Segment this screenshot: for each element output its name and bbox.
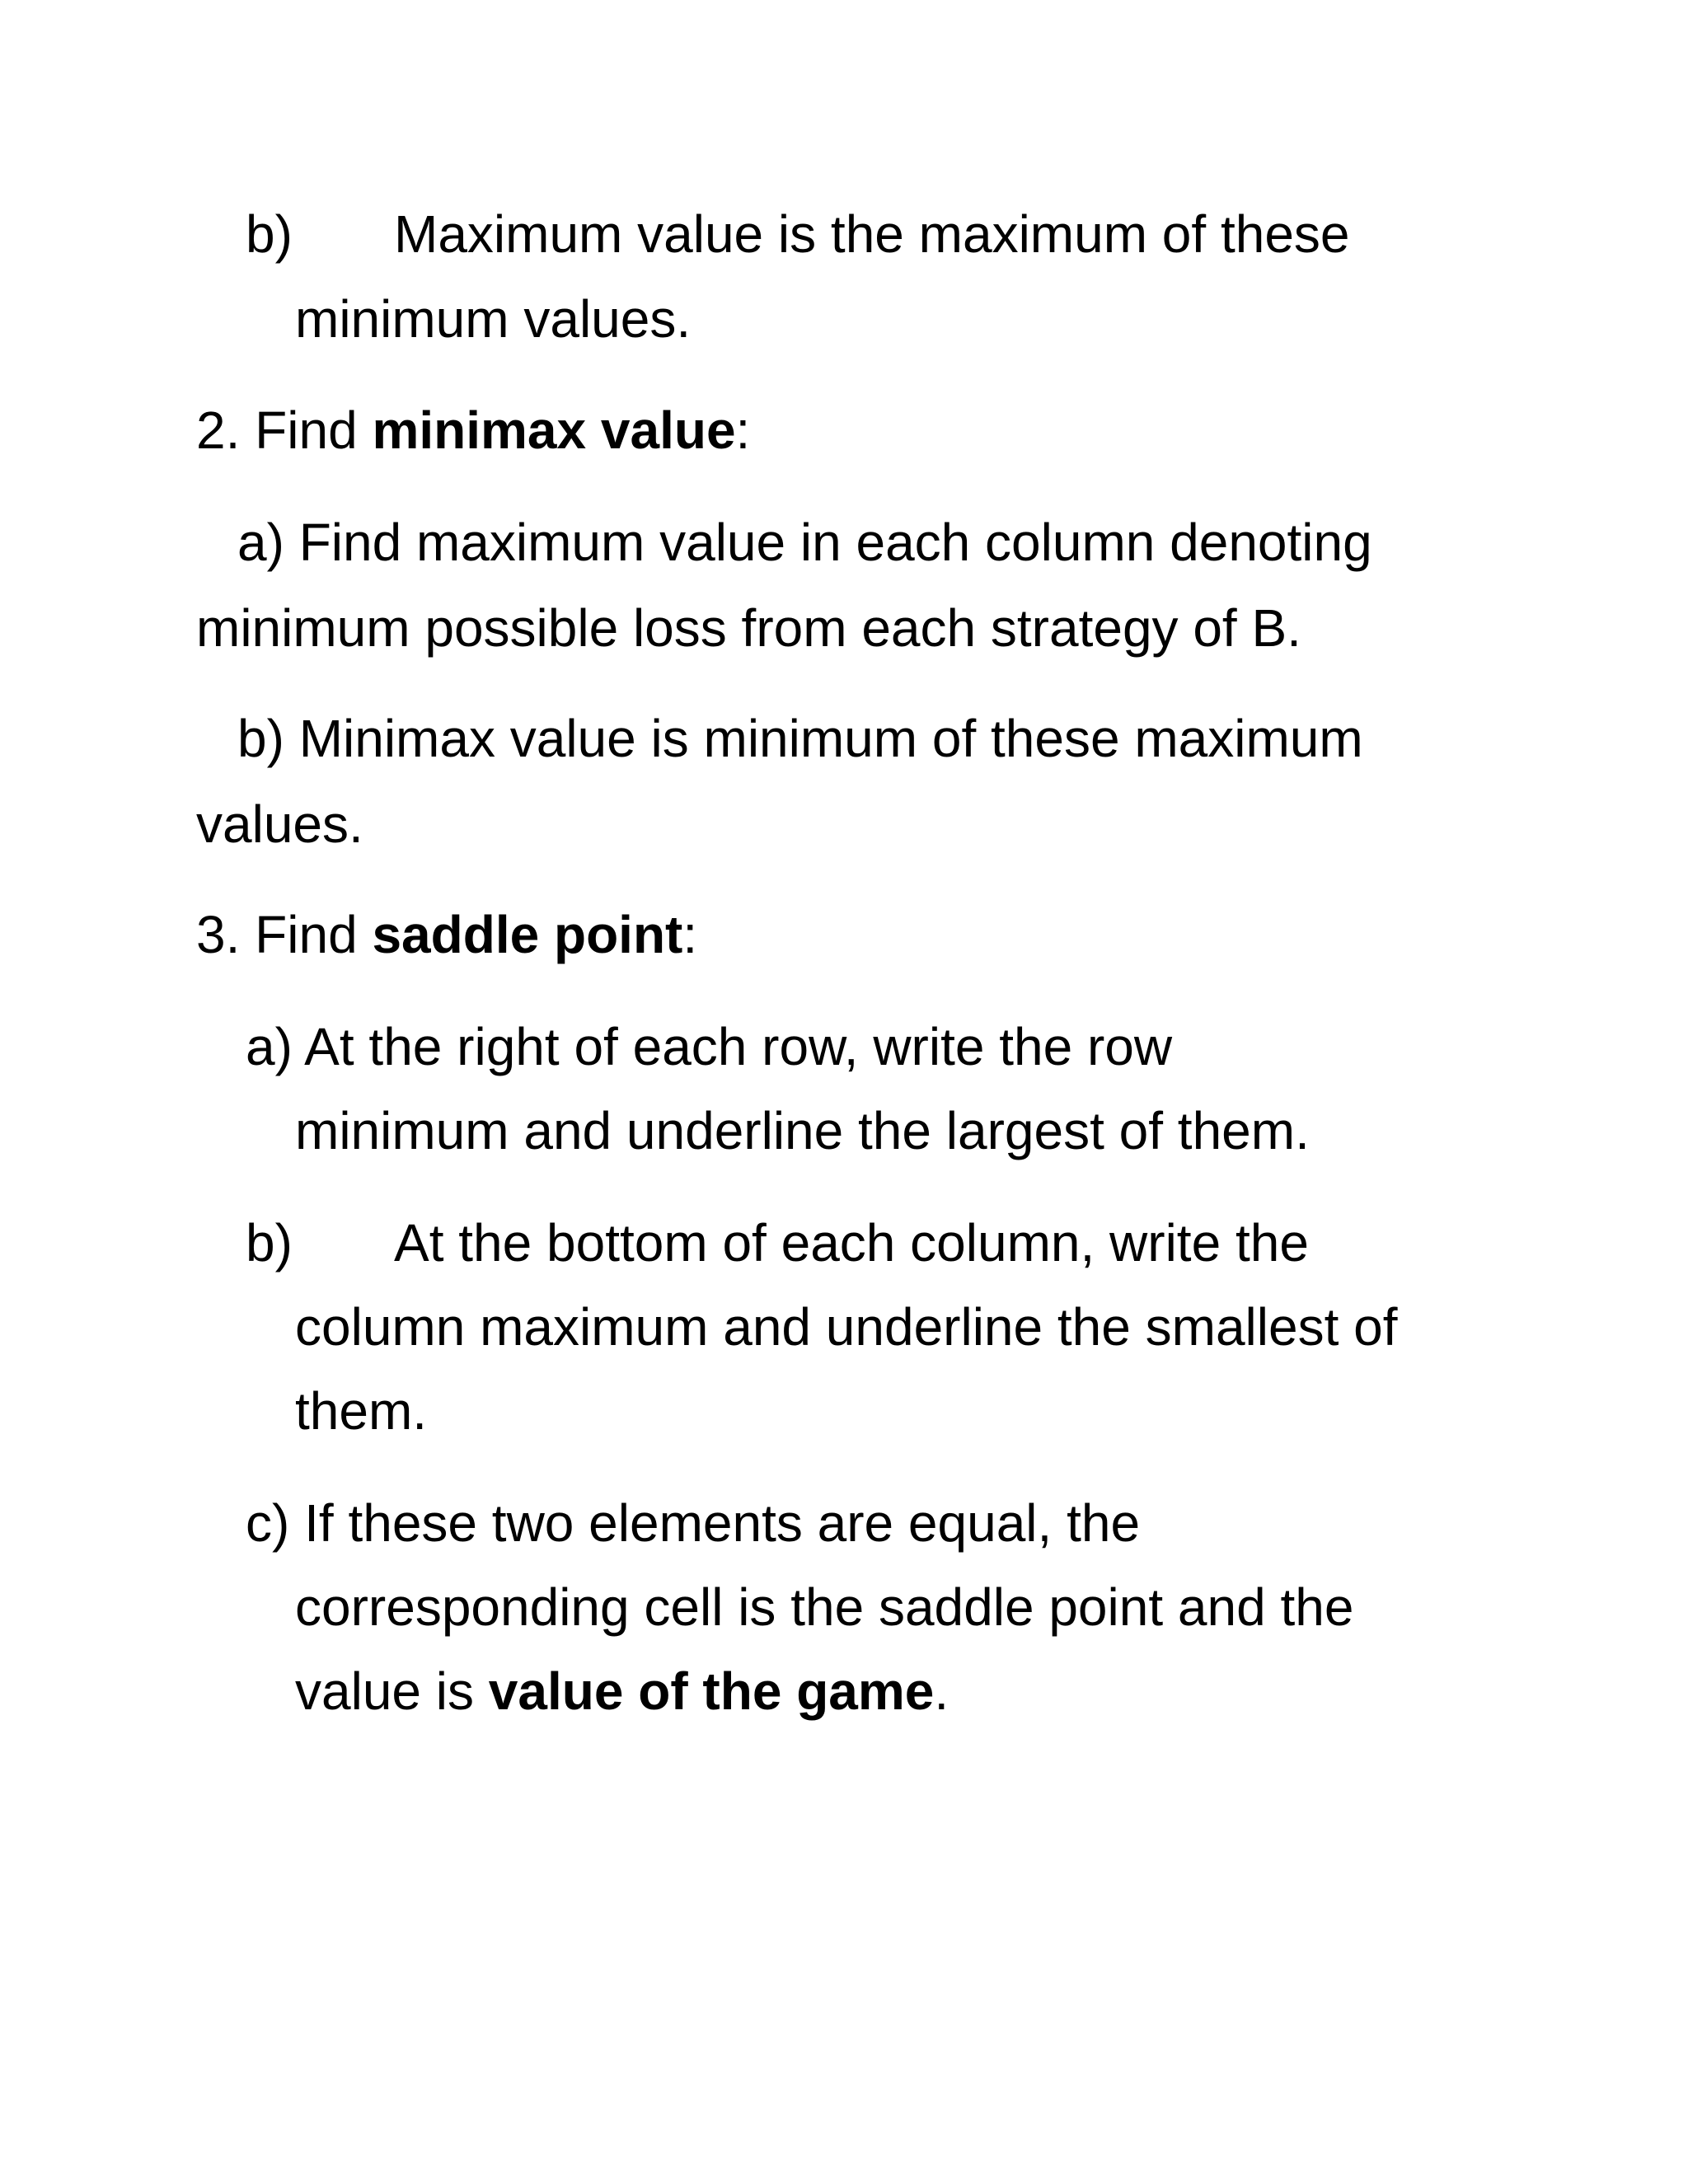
heading-prefix: 3. Find [196, 905, 373, 964]
heading-suffix: : [682, 905, 698, 964]
section-2-heading [196, 401, 751, 460]
item-c-line2: corresponding cell is the saddle point and the [295, 1577, 1354, 1637]
heading-bold-term: saddle point [372, 905, 683, 964]
item-b-line1: b) Minimax value is minimum of these maximum [237, 709, 1363, 768]
value-of-the-game-term: value of the game [488, 1661, 935, 1721]
item-c-line1: c) If these two elements are equal, the [246, 1493, 1141, 1553]
item-a-line1: a) At the right of each row, write the row [246, 1017, 1173, 1076]
item-b-line1: At the bottom of each column, write the [394, 1213, 1309, 1272]
item-b-text-line1: Maximum value is the maximum of these [394, 204, 1350, 264]
section-3-heading [196, 905, 698, 964]
item-c-line3-prefix: value is [295, 1661, 489, 1721]
item-b-marker: b) [246, 1213, 293, 1272]
heading-prefix: 2. Find [196, 401, 373, 460]
item-b-line2: column maximum and underline the smallest of [295, 1297, 1398, 1357]
item-b-text-line2: minimum values. [295, 289, 692, 349]
item-b-line3: them. [295, 1381, 428, 1441]
heading-bold-term: minimax value [372, 401, 736, 460]
item-c-line3 [295, 1661, 950, 1721]
item-b-marker: b) [246, 204, 293, 264]
heading-suffix: : [735, 401, 751, 460]
item-a-line2: minimum and underline the largest of them. [295, 1101, 1310, 1160]
item-b-line2: values. [196, 794, 363, 854]
item-a-line1: a) Find maximum value in each column denoting [237, 513, 1372, 572]
item-a-line2: minimum possible loss from each strategy of B. [196, 598, 1301, 658]
item-c-line3-suffix: . [934, 1661, 950, 1721]
